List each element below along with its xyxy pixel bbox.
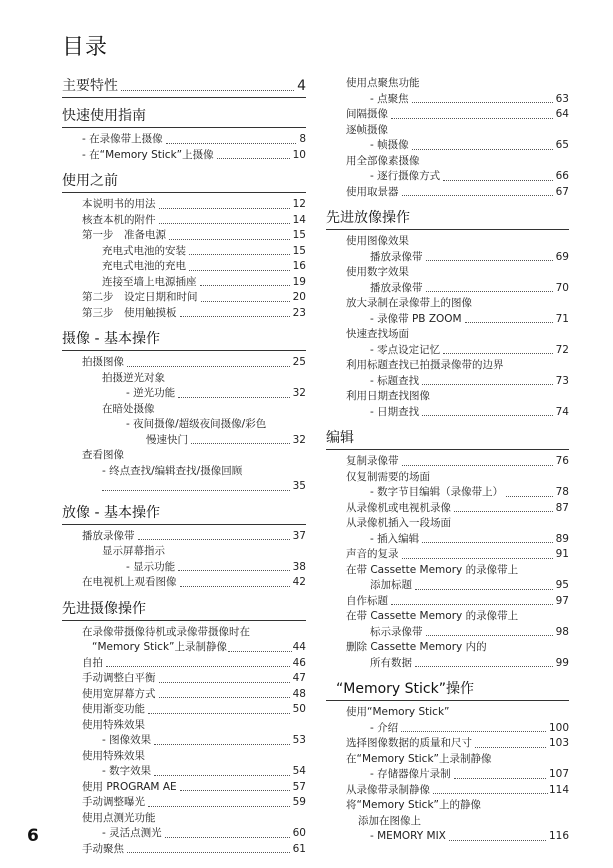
toc-entry[interactable]: - 点聚焦 63: [370, 92, 569, 105]
toc-entry[interactable]: 自拍 46: [82, 656, 306, 669]
toc-subheading: 使用“Memory Stick”: [346, 706, 450, 718]
toc-subheading: 利用标题查找已拍摄录像带的边界: [346, 359, 504, 371]
toc-entry[interactable]: “Memory Stick”上录制静像 44: [92, 641, 306, 653]
toc-section-before-use: [62, 171, 306, 193]
toc-entry[interactable]: - 录像带 PB ZOOM 71: [370, 312, 569, 325]
toc-entry[interactable]: 核查本机的附件 14: [82, 213, 306, 226]
toc-entry[interactable]: - 数字节目编辑（录像带上） 78: [370, 486, 569, 498]
toc-section-editing: [326, 428, 569, 450]
toc-section-advanced-playback: [326, 208, 569, 230]
toc-entry[interactable]: 标示录像带 98: [370, 625, 569, 638]
toc-section-basic-recording: [62, 329, 306, 351]
toc-entry[interactable]: 拍摄图像 25: [82, 356, 306, 368]
toc-entry[interactable]: - 在“Memory Stick”上摄像 10: [82, 148, 306, 161]
toc-subheading: 在“Memory Stick”上录制静像: [346, 752, 492, 765]
toc-entry[interactable]: 使用 PROGRAM AE 57: [82, 780, 306, 793]
toc-subheading: 显示屏幕指示: [102, 545, 165, 557]
toc-entry[interactable]: - 帧摄像 65: [370, 139, 569, 151]
toc-entry[interactable]: 选择图像数据的质量和尺寸 103: [346, 737, 569, 749]
section-title: 放像 - 基本操作: [62, 504, 160, 521]
toc-entry[interactable]: 手动调整曝光 59: [82, 796, 306, 808]
toc-entry[interactable]: - MEMORY MIX 116: [370, 830, 569, 842]
toc-subheading: 查看图像: [82, 449, 124, 461]
toc-section-quick-guide: [62, 106, 306, 128]
toc-subheading: 使用特殊效果: [82, 749, 145, 762]
toc-entry[interactable]: 慢速快门 32: [146, 433, 306, 446]
toc-subheading: 逐帧摄像: [346, 123, 388, 136]
toc-entry[interactable]: - 日期查找 74: [370, 405, 569, 418]
toc-subheading: 删除 Cassette Memory 内的: [346, 641, 487, 653]
toc-subheading: - 夜间摄像/超级夜间摄像/彩色: [126, 418, 267, 430]
section-title: 编辑: [326, 430, 354, 446]
section-title: “Memory Stick”操作: [336, 681, 474, 697]
toc-subheading: 从录像机插入一段场面: [346, 517, 451, 529]
toc-right-column: [326, 76, 569, 845]
toc-entry[interactable]: - 数字效果 54: [102, 765, 306, 777]
section-title: 快速使用指南: [62, 108, 146, 124]
toc-entry[interactable]: 第一步 准备电源 15: [82, 229, 306, 241]
toc-entry[interactable]: 在电视机上观看图像 42: [82, 576, 306, 588]
toc-entry[interactable]: 本说明书的用法 12: [82, 198, 306, 210]
toc-entry[interactable]: - 显示功能 38: [126, 560, 306, 573]
toc-entry[interactable]: 自作标题 97: [346, 594, 569, 607]
toc-subheading: 放大录制在录像带上的图像: [346, 297, 472, 309]
toc-entry[interactable]: - 灵活点测光 60: [102, 827, 306, 839]
toc-subheading: 在带 Cassette Memory 的录像带上: [346, 610, 519, 622]
toc-entry[interactable]: 播放录像带 37: [82, 529, 306, 542]
toc-entry[interactable]: - 在录像带上摄像 8: [82, 133, 306, 145]
toc-entry[interactable]: 播放录像带 69: [370, 250, 569, 263]
toc-subheading: 在暗处摄像: [102, 402, 155, 415]
toc-entry[interactable]: - 介绍 100: [370, 721, 569, 734]
toc-entry[interactable]: 播放录像带 70: [370, 281, 569, 294]
toc-entry[interactable]: 手动调整白平衡 47: [82, 672, 306, 684]
toc-subheading: 使用图像效果: [346, 235, 409, 247]
toc-subheading: 仅复制需要的场面: [346, 470, 430, 483]
toc-subheading: 拍摄逆光对象: [102, 371, 165, 384]
toc-section-advanced-recording: [62, 599, 306, 621]
toc-subheading: 在录像带摄像待机或录像带摄像时在: [82, 625, 250, 638]
section-title: 摄像 - 基本操作: [62, 331, 160, 347]
toc-subheading: 利用日期查找图像: [346, 390, 430, 402]
section-title: 主要特性: [62, 78, 118, 94]
toc-entry[interactable]: 间隔摄像 64: [346, 108, 569, 120]
toc-entry[interactable]: 声音的复录 91: [346, 548, 569, 560]
toc-left-column: [62, 76, 306, 857]
toc-entry[interactable]: - 插入编辑 89: [370, 532, 569, 545]
section-title: 先进摄像操作: [62, 600, 146, 617]
toc-entry[interactable]: 从录像机或电视机录像 87: [346, 501, 569, 514]
toc-entry[interactable]: 复制录像带 76: [346, 455, 569, 467]
toc-section-main-features[interactable]: [62, 76, 306, 98]
toc-subheading: 快速查找场面: [346, 328, 409, 340]
toc-entry[interactable]: 手动聚焦 61: [82, 842, 306, 855]
toc-section-memory-stick: [326, 679, 569, 701]
toc-subheading: - 终点查找/编辑查找/摄像回顾: [102, 464, 243, 477]
toc-entry[interactable]: 使用渐变功能 50: [82, 703, 306, 715]
page-title: 目录: [62, 35, 109, 60]
toc-entry[interactable]: 所有数据 99: [370, 656, 569, 669]
toc-section-basic-playback: [62, 503, 306, 525]
toc-entry[interactable]: 35: [62, 479, 306, 495]
toc-entry[interactable]: 使用宽屏幕方式 48: [82, 687, 306, 700]
toc-subheading: 用全部像素摄像: [346, 154, 420, 167]
page-number: 6: [27, 826, 39, 846]
toc-entry[interactable]: 从录像带录制静像 114: [346, 783, 569, 796]
toc-entry[interactable]: - 图像效果 53: [102, 734, 306, 746]
page-ref: 4: [297, 78, 306, 94]
toc-entry[interactable]: 连接至墙上电源插座 19: [102, 275, 306, 288]
toc-entry[interactable]: 添加标题 95: [370, 579, 569, 591]
toc-entry[interactable]: 充电式电池的充电 16: [102, 260, 306, 272]
toc-entry[interactable]: - 零点设定记忆 72: [370, 343, 569, 356]
toc-subheading: 将“Memory Stick”上的静像: [346, 799, 481, 811]
toc-subheading: 添加在图像上: [358, 814, 421, 827]
toc-entry[interactable]: 使用取景器 67: [346, 185, 569, 198]
toc-entry[interactable]: 第二步 设定日期和时间 20: [82, 291, 306, 303]
toc-entry[interactable]: - 标题查找 73: [370, 374, 569, 387]
toc-subheading: 在带 Cassette Memory 的录像带上: [346, 563, 519, 576]
toc-entry[interactable]: 充电式电池的安装 15: [102, 244, 306, 257]
toc-entry[interactable]: - 逆光功能 32: [126, 387, 306, 399]
toc-entry[interactable]: - 逐行摄像方式 66: [370, 170, 569, 182]
toc-entry[interactable]: 第三步 使用触摸板 23: [82, 306, 306, 319]
section-title: 使用之前: [62, 173, 118, 189]
toc-entry[interactable]: - 存储器像片录制 107: [370, 768, 569, 780]
toc-subheading: 使用点测光功能: [82, 811, 156, 824]
toc-subheading: 使用特殊效果: [82, 718, 145, 731]
toc-subheading: 使用点聚焦功能: [346, 77, 420, 89]
toc-subheading: 使用数字效果: [346, 266, 409, 278]
section-title: 先进放像操作: [326, 210, 410, 226]
